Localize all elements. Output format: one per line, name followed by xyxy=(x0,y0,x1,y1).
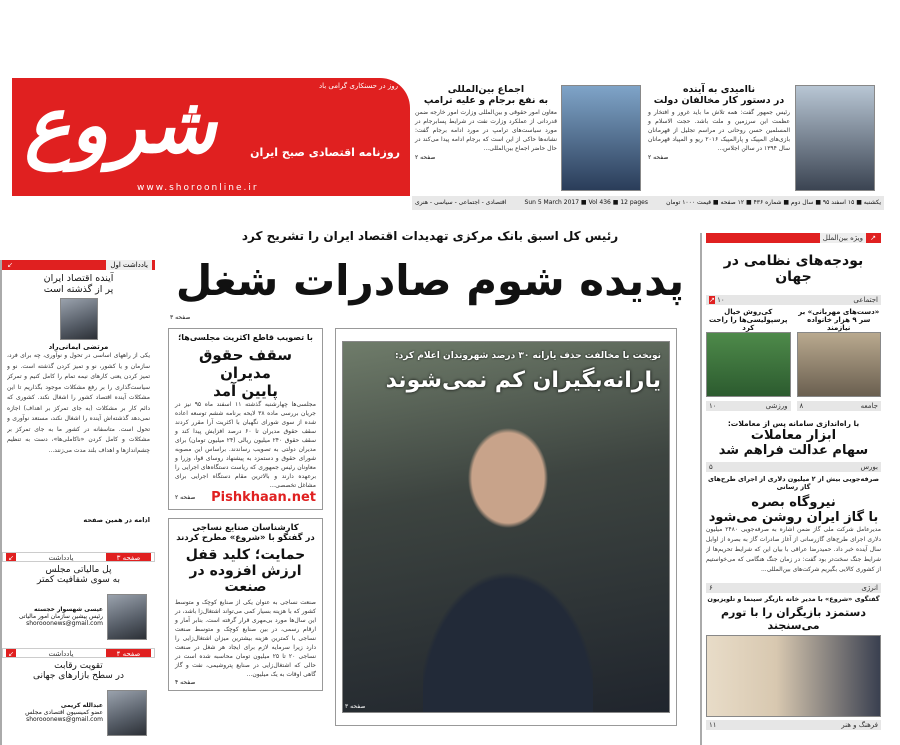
arrow-icon: ↙ xyxy=(5,260,15,270)
website[interactable]: www.shoroonline.ir xyxy=(137,183,259,193)
tagline: روز در حسنکاری گرامی باد xyxy=(318,82,398,90)
masthead xyxy=(12,78,410,196)
main-kicker: رئیس کل اسبق بانک مرکزی تهدیدات اقتصاد ایران را تشریح کرد xyxy=(241,229,619,243)
house-photo xyxy=(797,332,882,397)
watermark: Pishkhaan.net xyxy=(211,490,316,505)
person-figure xyxy=(423,412,593,712)
main-photo-box[interactable] xyxy=(335,328,677,726)
sections: اقتصادی - اجتماعی - سیاسی - هنری xyxy=(415,199,507,206)
logo: شروع xyxy=(20,80,233,171)
main-photo: نوبخت با مخالفت حذف یارانه ۳۰ درصد شهروندان اعلام کرد: یارانه‌بگیران کم نمی‌شوند صفحه ۳ xyxy=(342,341,670,713)
rouhani-photo xyxy=(795,85,875,191)
center-column xyxy=(168,328,323,691)
football-photo xyxy=(706,332,791,397)
main-page: صفحه ۳ xyxy=(170,314,191,321)
persian-info: یکشنبه ■ ۱۵ اسفند ۹۵ ■ سال دوم ■ شماره ۴۳۶ ■ ۱۲ صفحه ■ قیمت ۱۰۰۰ تومان xyxy=(666,199,881,206)
araghchi-photo xyxy=(561,85,641,191)
arrow-icon: ↗ xyxy=(709,296,715,304)
author-photo xyxy=(107,594,147,640)
arrow-icon: ↗ xyxy=(868,233,878,243)
story-kindness[interactable]: «دست‌های مهربانی» بر سر ۹ هزار خانواده نیازمند xyxy=(797,308,882,397)
masthead-subtitle: روزنامه اقتصادی صبح ایران xyxy=(250,146,400,159)
story-football[interactable]: کی‌روش خیال پرسپولیسی‌ها را راحت کرد xyxy=(706,308,791,397)
info-strip xyxy=(412,196,884,210)
editorial-3[interactable]: تقویت رقابت در سطح بازارهای جهانی عبدالله کریمی عضو کمیسیون اقتصادی مجلس shorooonews@gmail.com xyxy=(2,658,155,738)
headline-basra[interactable]: نیروگاه بصره با گاز ایران روشن می‌شود xyxy=(708,495,879,525)
headline-justice-shares[interactable]: ابزار معاملات سهام عدالت فراهم شد xyxy=(718,428,869,458)
author-photo xyxy=(107,690,147,736)
author-photo xyxy=(60,298,98,340)
arrow-icon: ↙ xyxy=(6,649,16,657)
arrow-icon: ↙ xyxy=(6,553,16,561)
left-column: یادداشت اول ↙ آینده اقتصاد ایران پر از گذشته است مرتضی ایمانی‌راد یکی از راههای اساسی در تحول و نوآوری، چه برای فرد، سازمان و یا کشور، نو و تمیز کردن گذشته است. نو و تمیز کردن یعنی کارهای نیمه تمام را کامل کنیم و تمرکز سیاست‌گذاری را بر رفع مشکلات موجود بگذاریم تا این مشکلات آینده اقتصاد کشور را اشغال نکند. کشوری که دائم کار بر مشکلات (به جای تمرکز بر اهداف) اجازه نمی‌دهد گذشته‌اش آینده را اشغال نکند، مستعد نوآوری و تحول است. متاسفانه در کشور ما به جای تمرکز بر مشکلات و کامل کردن «ناکاملی‌ها»، دست به تنظیم چشم‌اندازها و اهداف بلند مدت می‌زنند... ادامه در همین صفحه صفحه ۳ یادداشت ↙ پل مالیاتی مجلس به سوی شفافیت کمتر عیسی شهسوار خجسته رئیس پیشین سازمان امور مالیاتی shorooonews@gmail.com صفحه ۴ یادداشت ↙ تقویت رقابت در سطح بازارهای جهانی عبدالله کریمی عضو کمیسیون اقتصادی مجلس shorooonews@gmail.com xyxy=(0,260,155,745)
headline-military[interactable]: بودجه‌های نظامی در جهان xyxy=(723,253,864,285)
right-column: ↗ ویژه بین‌الملل بودجه‌های نظامی در جهان اجتماعی ۱۰ ↗ «دست‌های مهربانی» بر سر ۹ هزار خانواده نیازمند کی‌روش خیال پرسپولیسی‌ها را راحت کرد جامعه ۸ ورزشی ۱۰ با راه‌اندازی سامانه پس از معاملات: ابزار معاملات سهام عدالت فراهم شد بورس ۵ صرفه‌جویی بیش از ۲ میلیون دلاری از اجرای طرح‌های گاز رسانی نیروگاه بصره با گاز ایران روشن می‌شود مدیرعامل شرکت ملی گاز ضمن اشاره به صرفه‌جویی ۲۴۸۰ میلیون دلاری اجرای طرح‌های گازرسانی از آغاز صادرات گاز به بصره از اوایل سال آینده خبر داد. حمیدرضا عراقی با بیان این که شرایط تحریم‌ها از شرایط جنگ سخت‌تر بود گفت: در زمان جنگ هنگامی که می‌خواستیم از کشوری کالایی بگیریم شرکت‌های بین‌المللی... انرژی ۶ گفتگوی «شروع» با مدیر خانه بازیگر سینما و تلویزیون دستمزد بازیگران را با تورم می‌سنجند فرهنگ و هنر ۱۱ xyxy=(700,233,885,745)
story-salary-cap[interactable]: با تصویب قاطع اکثریت مجلسی‌ها؛ سقف حقوق مدیران پایین آمد مجلسی‌ها چهارشنبه گذشته ۱۱ اسفند ماه ۹۵ نیز در جریان بررسی ماده ۳۸ لایحه برنامه ششم توسعه اعاده شده از سوی شورای نگهبان با اکثریت آرا مقرر کردند سقف حقوق مدیران تا ۶۰ درصد افزایش پیدا کند و سقف حقوق ۲۴۰ میلیون ریالی (۲۴ میلیون تومان) برای مدیران دولتی به تصویب رساندند. براساس این مصوبه شورای حقوق و دستمزد به پیشنهاد روسای قوا، وزرا و معاونان رئیس جمهوری که ریاست دستگاه‌های اجرایی را برعهده دارند و بالاترین مقام دستگاه اجرایی برای مشاغل تخصصی... Pishkhaan.net صفحه ۲ xyxy=(168,328,323,510)
actor-photo xyxy=(706,635,881,717)
headline-actors[interactable]: دستمزد بازیگران را با تورم می‌سنجند xyxy=(720,606,867,632)
editorial-1[interactable]: آینده اقتصاد ایران پر از گذشته است مرتضی ایمانی‌راد یکی از راههای اساسی در تحول و نوآوری، چه برای فرد، سازمان و یا کشور، نو و تمیز کردن گذشته است. نو و تمیز کردن یعنی کارهای نیمه تمام را کامل کنیم و تمرکز سیاست‌گذاری را بر رفع مشکلات موجود بگذاریم تا این مشکلات آینده اقتصاد کشور را اشغال نکند. کشوری که دائم کار بر مشکلات (به جای تمرکز بر اهداف) اجازه نمی‌دهد گذشته‌اش آینده را اشغال نکند، مستعد نوآوری و تحول است. متاسفانه در کشور ما به جای تمرکز بر مشکلات و کامل کردن «ناکاملی‌ها»، دست به تنظیم چشم‌اندازها و اهداف بلند مدت می‌زنند... ادامه در همین صفحه xyxy=(7,273,150,524)
main-headline[interactable]: پدیده شوم صادرات شغل xyxy=(175,256,685,305)
photo-headline: یارانه‌بگیران کم نمی‌شوند xyxy=(385,368,661,393)
english-info: Sun 5 March 2017 ■ Vol 436 ■ 12 pages xyxy=(524,199,648,206)
top-story-rouhani[interactable]: ناامیدی به آینده در دستور کار مخالفان دولت رئیس جمهور گفت: همه تلاش ما باید غرور و افتخار و عظمت این سرزمین و ملت باشد. حجت الاسلام و المسلمین حسن روحانی در مراسم تجلیل از قهرمانان بازی‌های المپیک و پارالمپیک ۲۰۱۶ ریو و المپیاد قهرمانان سال ۱۳۹۴ در سالن اجلاس... صفحه ۲ xyxy=(648,84,790,161)
story-textile[interactable]: کارشناسان صنایع نساجی در گفتگو با «شروع» مطرح کردند حمایت؛ کلید قفل ارزش افزوده در صنعت صنعت نساجی به عنوان یکی از صنایع کوچک و متوسط کشور که با هزینه بسیار کمی می‌تواند اشتغال‌زا باشد، در این سال‌ها مورد بی‌مهری قرار گرفته است. بنابر آمار و ارقام رسمی، در بین صنایع کوچک و متوسط صنعت نساجی با کمترین هزینه بیشترین میزان اشتغال‌زایی را دارد زیرا سرمایه لازم برای ایجاد هر شغل در صنعت نساجی ۲۰ تا ۲۵ میلیون تومان محاسبه شده است در حالی که اشتغال‌زایی در صنایع پتروشیمی، نفت و گاز گاهی اوقات به یک میلیون... صفحه ۴ xyxy=(168,518,323,691)
top-story-araghchi[interactable]: اجماع بین‌المللی به نفع برجام و علیه ترامپ معاون امور حقوقی و بین‌المللی وزارت امور خارجه ضمن قدردانی از عملکرد وزارت نفت در شرایط پسابرجام در مورد سیاست‌های ترامپ در مورد ادامه برجام گفت: نشانه‌ها حاکی از این است که برجام ادامه پیدا می‌کند در حال حاضر اجماع بین‌المللی... صفحه ۲ xyxy=(415,84,557,161)
editorial-2[interactable]: پل مالیاتی مجلس به سوی شفافیت کمتر عیسی شهسوار خجسته رئیس پیشین سازمان امور مالیاتی shorooonews@gmail.com xyxy=(2,562,155,642)
